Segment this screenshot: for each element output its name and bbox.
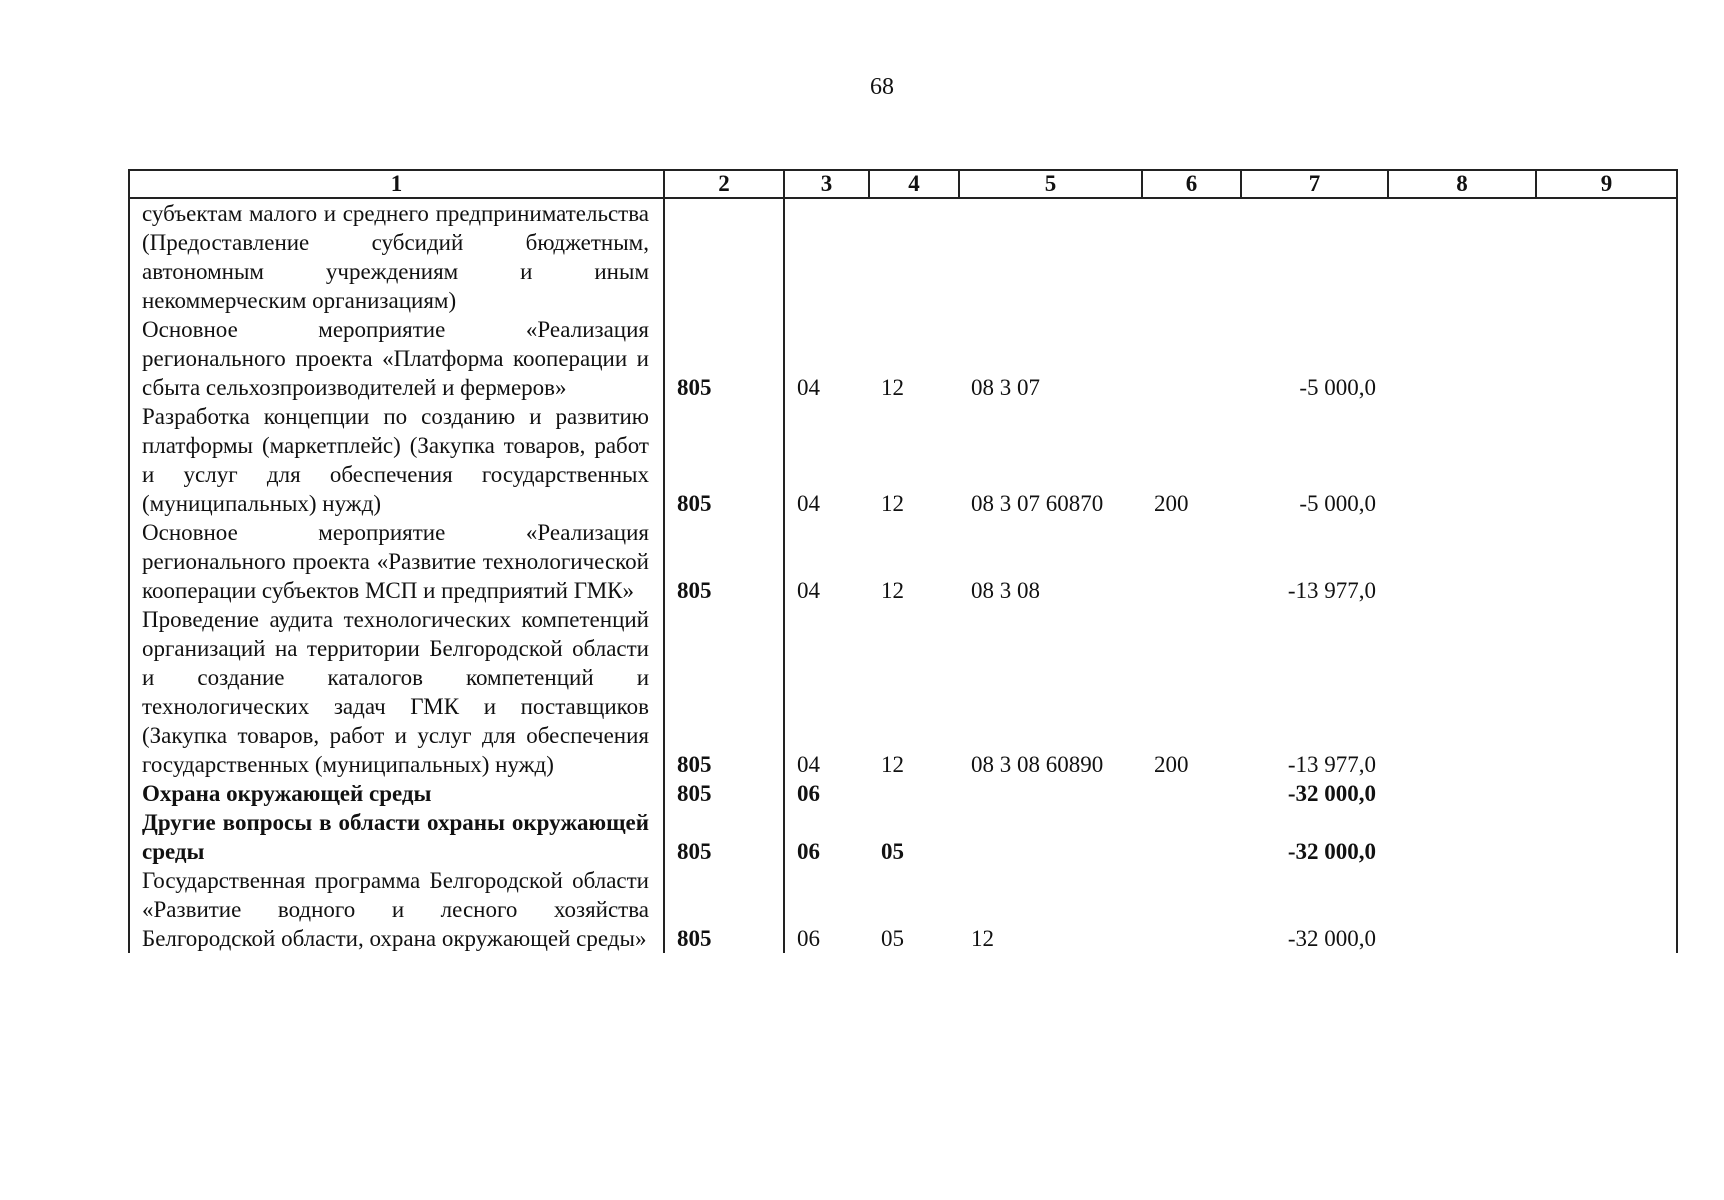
row-target-article <box>959 198 1142 315</box>
row-section <box>784 198 869 315</box>
row-expense-type <box>1142 808 1241 866</box>
row-code-admin <box>664 198 784 315</box>
row-description: Охрана окружающей среды <box>129 779 664 808</box>
row-code-admin: 805 <box>664 402 784 518</box>
row-subsection: 12 <box>881 375 904 400</box>
row-description: Государственная программа Белгородской области «Развитие водного и лесного хозяйства Белгородской области, охрана окружающей среды» <box>129 866 664 953</box>
row-subsection <box>869 779 959 808</box>
column-header: 1 <box>129 170 664 198</box>
row-subsection: 12 <box>881 491 904 516</box>
row-code-admin: 805 <box>664 518 784 605</box>
row-expense-type: 200 <box>1154 752 1189 777</box>
row-col9 <box>1536 315 1677 402</box>
column-header: 6 <box>1142 170 1241 198</box>
table-row <box>129 779 1677 808</box>
table-body <box>129 198 1677 953</box>
table-row <box>129 808 1677 866</box>
row-target-article: 12 <box>971 926 994 951</box>
table-header-row <box>129 170 1677 198</box>
row-description: Основное мероприятие «Реализация регионального проекта «Развитие технологической кооперации субъектов МСП и предприятий ГМК» <box>129 518 664 605</box>
row-target-article <box>959 808 1142 866</box>
column-header: 5 <box>959 170 1142 198</box>
row-expense-type <box>1142 779 1241 808</box>
row-subsection: 05 <box>881 926 904 951</box>
row-col9 <box>1536 779 1677 808</box>
row-description: Проведение аудита технологических компетенций организаций на территории Белгородской области и создание каталогов компетенций и технологических задач ГМК и поставщиков (Закупка товаров, работ и услуг для обеспечения государственных (муниципальных) нужд) <box>129 605 664 779</box>
row-amount: -5 000,0 <box>1299 491 1376 516</box>
row-col9 <box>1536 605 1677 779</box>
row-section: 06 <box>797 839 820 864</box>
row-subsection: 12 <box>881 752 904 777</box>
table-row <box>129 315 1677 402</box>
column-header: 3 <box>784 170 869 198</box>
row-col8 <box>1388 402 1536 518</box>
table-row <box>129 605 1677 779</box>
row-col8 <box>1388 605 1536 779</box>
column-header: 7 <box>1241 170 1388 198</box>
budget-table <box>128 169 1678 953</box>
row-description: Разработка концепции по созданию и развитию платформы (маркетплейс) (Закупка товаров, работ и услуг для обеспечения государственных (муниципальных) нужд) <box>129 402 664 518</box>
row-code-admin: 805 <box>664 605 784 779</box>
row-code-admin: 805 <box>664 779 784 808</box>
row-description: субъектам малого и среднего предпринимательства (Предоставление субсидий бюджетным, автономным учреждениям и иным некоммерческим организациям) <box>129 198 664 315</box>
row-col9 <box>1536 518 1677 605</box>
table-row <box>129 866 1677 953</box>
row-expense-type <box>1142 198 1241 315</box>
row-code-admin: 805 <box>664 808 784 866</box>
row-target-article: 08 3 08 60890 <box>971 752 1104 777</box>
row-amount: -5 000,0 <box>1299 375 1376 400</box>
row-expense-type <box>1142 315 1241 402</box>
row-col8 <box>1388 866 1536 953</box>
row-subsection: 05 <box>881 839 904 864</box>
row-section: 04 <box>797 491 820 516</box>
column-header: 8 <box>1388 170 1536 198</box>
row-code-admin: 805 <box>664 315 784 402</box>
row-description: Основное мероприятие «Реализация регионального проекта «Платформа кооперации и сбыта сельхозпроизводителей и фермеров» <box>129 315 664 402</box>
row-target-article: 08 3 08 <box>971 578 1040 603</box>
column-header: 2 <box>664 170 784 198</box>
row-amount: -32 000,0 <box>1287 926 1376 951</box>
row-amount: -13 977,0 <box>1287 578 1376 603</box>
page-number: 68 <box>870 74 894 100</box>
column-header: 9 <box>1536 170 1677 198</box>
row-col9 <box>1536 198 1677 315</box>
row-section: 04 <box>797 375 820 400</box>
row-section: 06 <box>797 926 820 951</box>
row-description: Другие вопросы в области охраны окружающей среды <box>129 808 664 866</box>
row-col8 <box>1388 518 1536 605</box>
row-section: 04 <box>797 578 820 603</box>
row-col8 <box>1388 779 1536 808</box>
row-target-article: 08 3 07 <box>971 375 1040 400</box>
row-expense-type <box>1142 518 1241 605</box>
row-amount: -32 000,0 <box>1287 781 1376 806</box>
row-col9 <box>1536 402 1677 518</box>
column-header: 4 <box>869 170 959 198</box>
table-row <box>129 402 1677 518</box>
row-target-article <box>959 779 1142 808</box>
budget-table-container <box>128 169 1678 953</box>
row-subsection: 12 <box>881 578 904 603</box>
row-amount <box>1241 198 1388 315</box>
row-col8 <box>1388 198 1536 315</box>
row-target-article: 08 3 07 60870 <box>971 491 1104 516</box>
row-col9 <box>1536 866 1677 953</box>
row-section: 04 <box>797 752 820 777</box>
row-amount: -13 977,0 <box>1287 752 1376 777</box>
row-col8 <box>1388 808 1536 866</box>
row-section: 06 <box>797 781 820 806</box>
table-row <box>129 518 1677 605</box>
row-col8 <box>1388 315 1536 402</box>
row-code-admin: 805 <box>664 866 784 953</box>
table-row <box>129 198 1677 315</box>
row-amount: -32 000,0 <box>1287 839 1376 864</box>
row-col9 <box>1536 808 1677 866</box>
row-expense-type <box>1142 866 1241 953</box>
row-expense-type: 200 <box>1154 491 1189 516</box>
row-subsection <box>869 198 959 315</box>
